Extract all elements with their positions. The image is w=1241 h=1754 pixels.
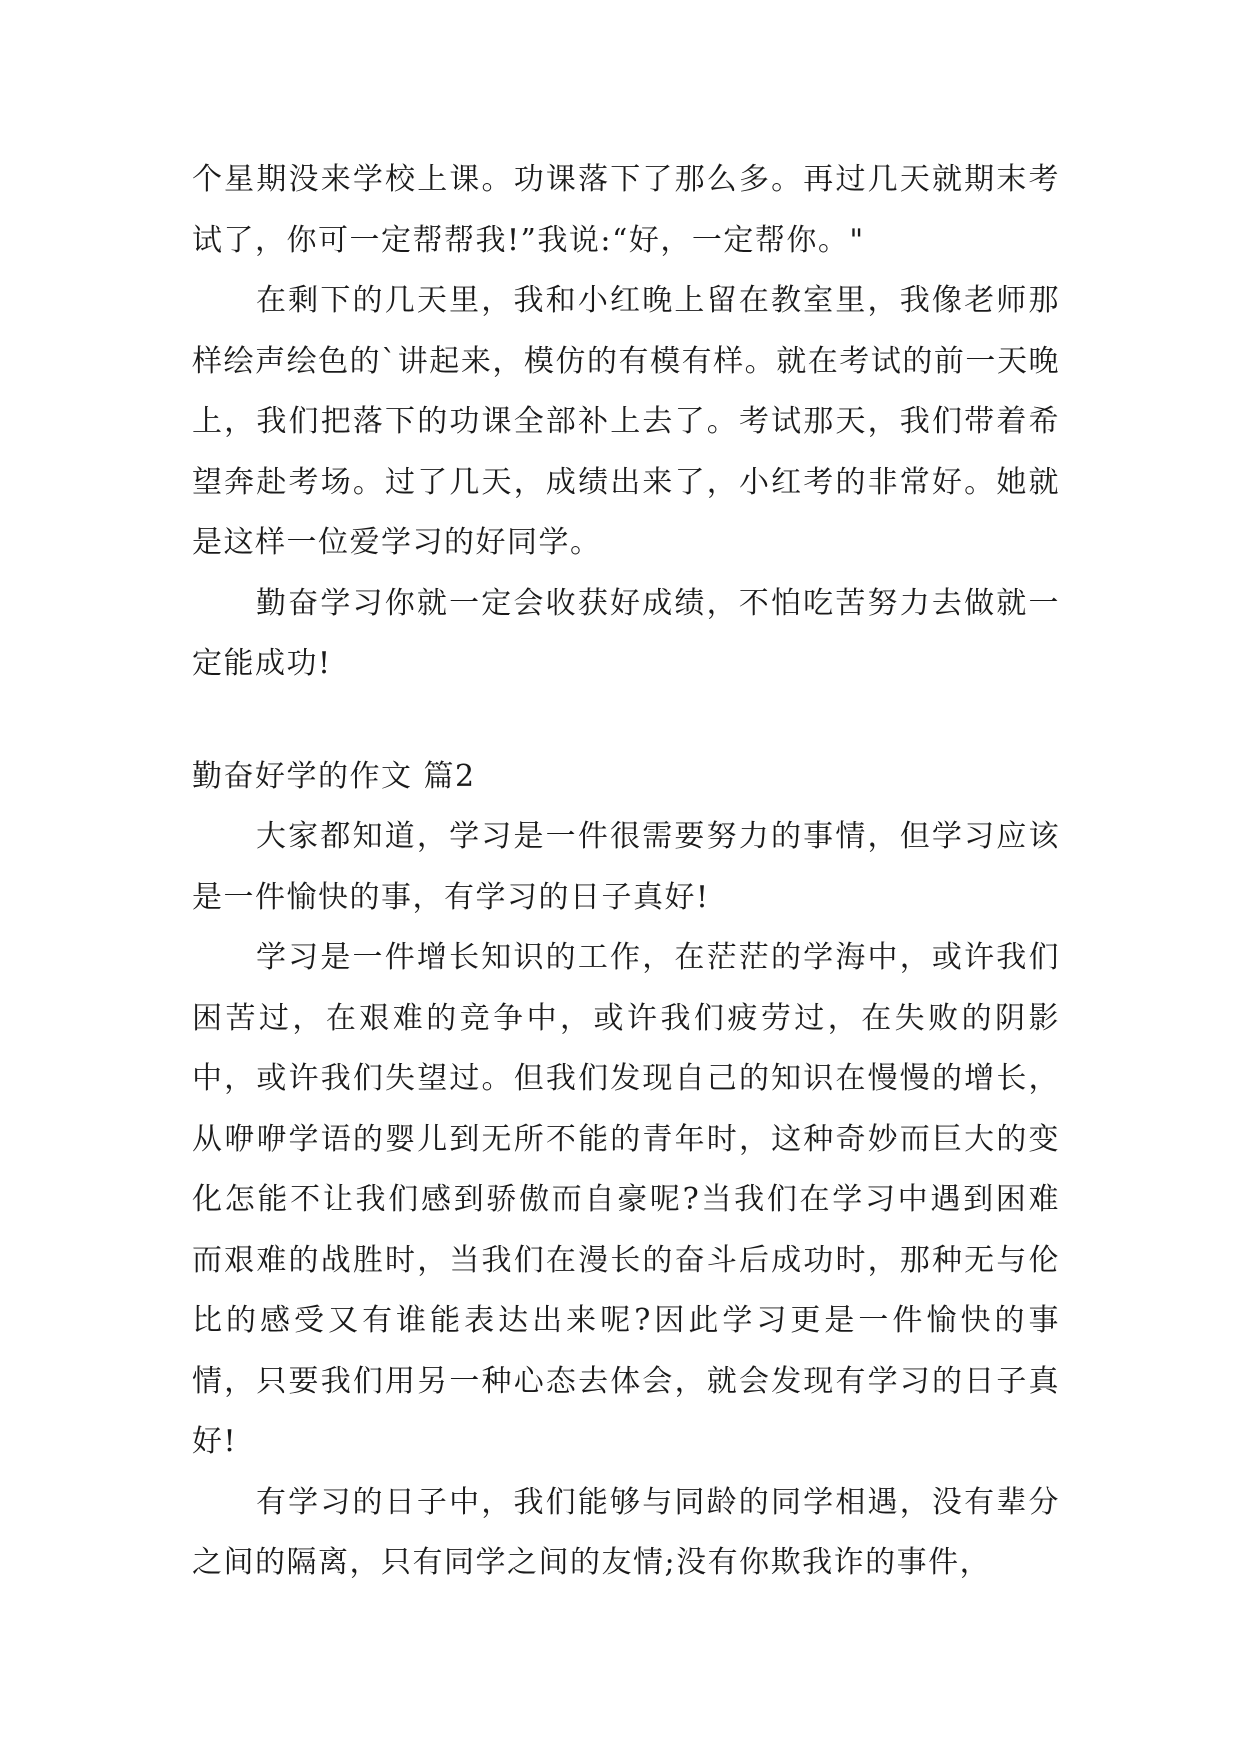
paragraph-classmates: 有学习的日子中，我们能够与同龄的同学相遇，没有辈分之间的隔离，只有同学之间的友情;没有你欺我诈的事件， [192,1484,1060,1580]
paragraph-study-together: 在剩下的几天里，我和小红晚上留在教室里，我像老师那样绘声绘色的`讲起来，模仿的有模有样。就在考试的前一天晚上，我们把落下的功课全部补上去了。考试那天，我们带着希望奔赴考场。过了几天，成绩出来了，小红考的非常好。她就是这样一位爱学习的好同学。 [192,283,1060,560]
paragraph-growth: 学习是一件增长知识的工作，在茫茫的学海中，或许我们困苦过，在艰难的竞争中，或许我们疲劳过，在失败的阴影中，或许我们失望过。但我们发现自己的知识在慢慢的增长，从咿咿学语的婴儿到无所不能的青年时，这种奇妙而巨大的变化怎能不让我们感到骄傲而自豪呢?当我们在学习中遇到困难而艰难的战胜时，当我们在漫长的奋斗后成功时，那种无与伦比的感受又有谁能表达出来呢?因此学习更是一件愉快的事情，只要我们用另一种心态去体会，就会发现有学习的日子真好! [192,940,1060,1459]
document-page [192,150,1060,1594]
paragraph-continued: 个星期没来学校上课。功课落下了那么多。再过几天就期末考试了，你可一定帮帮我!”我说:“好，一定帮你。" [192,162,1060,258]
paragraph-conclusion: 勤奋学习你就一定会收获好成绩，不怕吃苦努力去做就一定能成功! [192,585,1060,681]
paragraph-intro: 大家都知道，学习是一件很需要努力的事情，但学习应该是一件愉快的事，有学习的日子真好! [192,819,1060,915]
section-title: 勤奋好学的作文 篇2 [192,758,476,794]
